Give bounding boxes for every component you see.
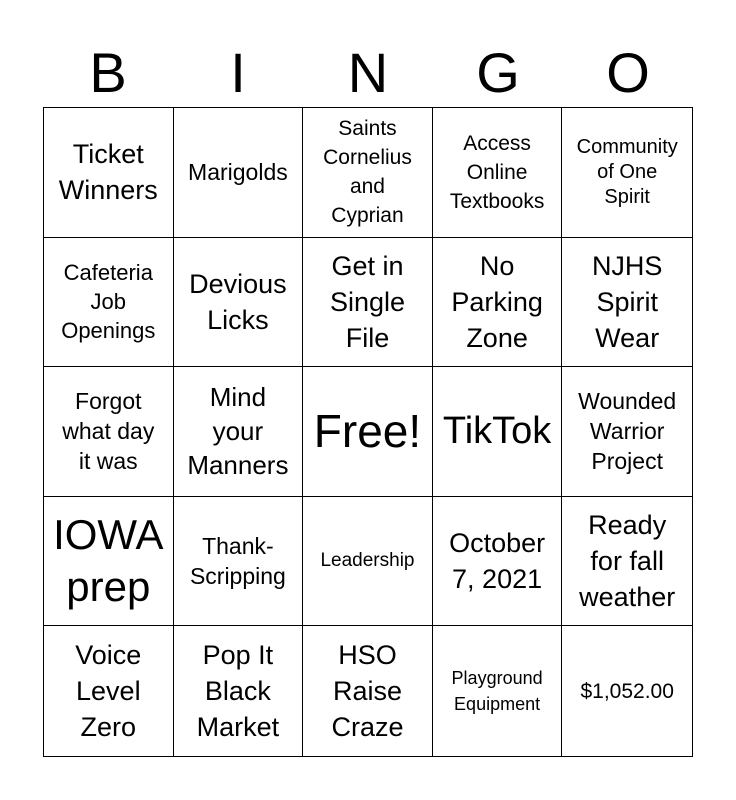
cell-text: IOWA prep [53, 511, 164, 611]
bingo-cell[interactable] [562, 626, 692, 756]
cell-text: Mind your Manners [187, 382, 289, 481]
header-letter-o: O [606, 41, 650, 104]
cell-text: TikTok [442, 410, 552, 453]
cell-text: No Parking Zone [451, 250, 543, 353]
cell-text: Devious Licks [189, 268, 287, 335]
cell-text: $1,052.00 [580, 679, 674, 703]
cell-text: NJHS Spirit Wear [591, 250, 663, 353]
cell-text: October 7, 2021 [449, 528, 546, 595]
cell-text: Thank- Scripping [189, 533, 286, 590]
cell-text: Leadership [320, 550, 415, 572]
free-space-text: Free! [313, 405, 422, 458]
cell-text: Ticket Winners [58, 139, 158, 206]
bingo-cell[interactable] [303, 108, 433, 238]
bingo-cell[interactable] [44, 626, 174, 756]
cell-text: Playground Equipment [451, 668, 543, 715]
bingo-cell[interactable] [303, 626, 433, 756]
bingo-cell[interactable] [562, 367, 692, 497]
header-letter-b: B [89, 41, 127, 104]
bingo-cell[interactable] [562, 497, 692, 627]
bingo-header [43, 38, 693, 108]
bingo-cell[interactable] [433, 626, 563, 756]
cell-text: Pop It Black Market [196, 640, 280, 743]
cell-text: HSO Raise Craze [331, 640, 404, 743]
bingo-cell[interactable] [433, 108, 563, 238]
free-space-cell[interactable] [303, 367, 433, 497]
bingo-cell[interactable] [433, 238, 563, 368]
bingo-cell[interactable] [44, 238, 174, 368]
cell-text: Voice Level Zero [75, 640, 142, 743]
cell-text: Community of One Spirit [576, 135, 678, 208]
cell-text: Forgot what day it was [62, 388, 155, 475]
header-letter-n: N [347, 41, 389, 104]
bingo-cell[interactable] [44, 108, 174, 238]
bingo-cell[interactable] [174, 626, 304, 756]
bingo-grid [43, 107, 693, 757]
cell-text: Marigolds [188, 159, 288, 186]
bingo-cell[interactable] [303, 238, 433, 368]
cell-text: Access Online Textbooks [449, 131, 545, 213]
header-letter-g: G [476, 41, 520, 104]
header-letter-i: I [230, 41, 246, 104]
bingo-cell[interactable] [44, 367, 174, 497]
cell-text: Get in Single File [329, 250, 406, 353]
cell-text: Ready for fall weather [579, 510, 676, 613]
bingo-cell[interactable] [433, 497, 563, 627]
cell-text: Saints Cornelius and Cyprian [323, 117, 412, 228]
cell-text: Wounded Warrior Project [578, 388, 677, 475]
bingo-cell[interactable] [562, 238, 692, 368]
bingo-cell[interactable] [433, 367, 563, 497]
bingo-cell[interactable] [174, 367, 304, 497]
bingo-cell[interactable] [174, 108, 304, 238]
cell-text: Cafeteria Job Openings [61, 260, 156, 344]
bingo-cell[interactable] [303, 497, 433, 627]
bingo-cell[interactable] [44, 497, 174, 627]
bingo-cell[interactable] [562, 108, 692, 238]
bingo-cell[interactable] [174, 497, 304, 627]
bingo-cell[interactable] [174, 238, 304, 368]
